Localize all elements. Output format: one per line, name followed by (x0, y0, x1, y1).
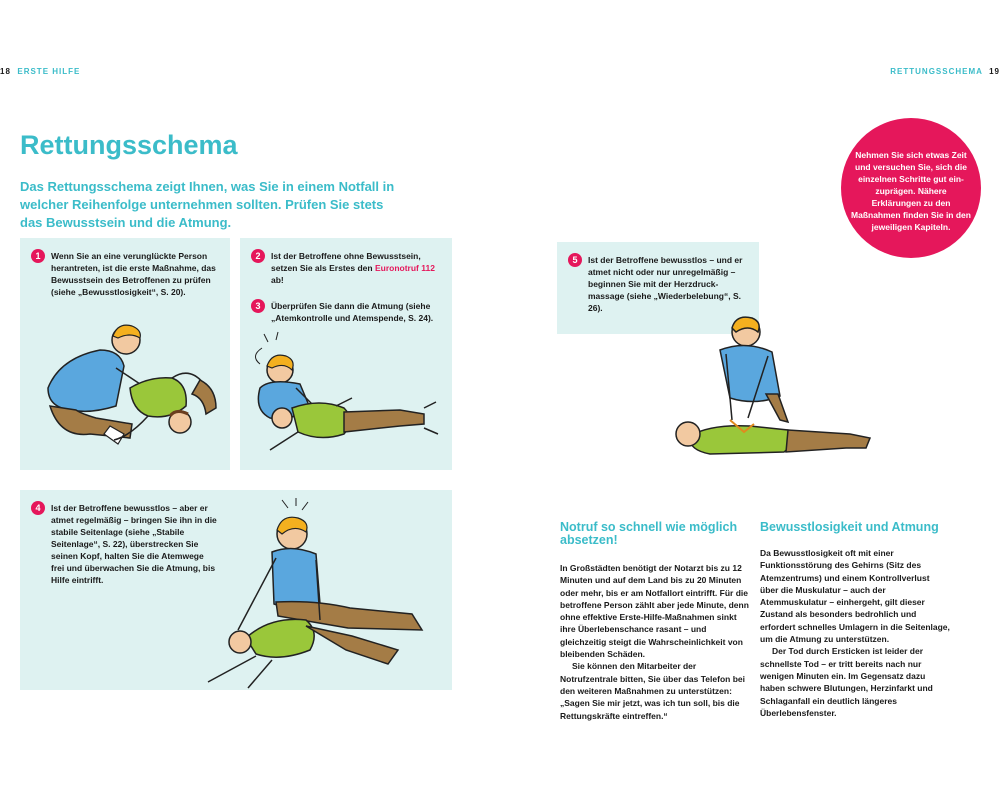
step-2-number: 2 (251, 249, 265, 263)
illustration-breathing-check (240, 238, 452, 470)
step-4-panel (20, 490, 452, 690)
notruf-paragraph-1: In Großstädten benötigt der Notarzt bis zu 12 Minuten und auf dem Land bis zu 20 Minuten oder mehr, bis er am Notfallort eintrifft. Für die betroffene Person zählt aber jede Minute, denn ohne effektive Erste-Hilfe-Maßnahmen sinkt ihre Überlebenschance rasant – und gleichzeitig steigt die Wahrscheinlichkeit von bleibenden Schäden. (560, 563, 749, 660)
step-1-panel (20, 238, 230, 470)
bewusstlos-heading: Bewusstlosigkeit und Atmung (760, 520, 939, 534)
step-2-3-panel (240, 238, 452, 470)
right-page-number: 19 (989, 67, 1000, 76)
left-page-number: 18 (0, 67, 11, 76)
notruf-body (560, 562, 750, 722)
right-running-head (890, 67, 1000, 76)
bewusstlos-paragraph-2: Der Tod durch Ersticken ist leider der schnellste Tod – er tritt bereits nach nur wenigen Minuten ein. Im Gegensatz dazu haben schwere Blutungen, Herzinfarkt und Schlaganfall ein deutlich längeres Überlebensfenster. (760, 646, 933, 718)
notruf-heading: Notruf so schnell wie möglich absetzen! (560, 520, 738, 547)
tip-callout: Nehmen Sie sich etwas Zeit und versuchen Sie, sich die einzelnen Schritte gut ein-zuprägen. Nähere Erklärungen zu den Maßnahmen finden Sie in den jeweiligen Kapiteln. (841, 118, 981, 258)
illustration-check-consciousness (20, 238, 230, 470)
step-2-text-before: Ist der Betroffene ohne Bewusstsein, setzen Sie als Erstes den (271, 251, 421, 273)
lead-paragraph: Das Rettungsschema zeigt Ihnen, was Sie in einem Notfall in welcher Reihenfolge unternehmen sollten. Prüfen Sie stets das Bewusstsein und die Atmung. (20, 179, 395, 230)
illustration-cpr (670, 310, 890, 470)
page-title: Rettungsschema (20, 130, 238, 160)
left-section-title: ERSTE HILFE (17, 67, 81, 76)
emergency-number: Euronotruf 112 (374, 263, 435, 273)
step-3-text: Überprüfen Sie dann die Atmung (siehe „Atemkontrolle und Atemspende, S. 24). (271, 301, 434, 323)
step-4-number: 4 (31, 501, 45, 515)
step-5-text: Ist der Betroffene bewusstlos – und er atmet nicht oder nur unregelmäßig – beginnen Sie mit der Herzdruck-massage (siehe „Wiederbelebung“, S. 26). (588, 255, 743, 313)
step-3-number: 3 (251, 299, 265, 313)
left-running-head (0, 67, 80, 76)
bewusstlos-paragraph-1: Da Bewusstlosigkeit oft mit einer Funktionsstörung des Gehirns (Sitz des Atemzentrums) und einem Kontrollverlust über die Muskulatur – auch der Atemmuskulatur – einhergeht, gilt dieser Zustand als besonders bedrohlich und erfordert schnelles Umlagern in die Seitenlage, um die Atmung zu unterstützen. (760, 548, 950, 645)
step-4-text: Ist der Betroffene bewusstlos – aber er atmet regelmäßig – bringen Sie ihn in die stabile Seitenlage (siehe „Stabile Seitenlage“, S. 22), überstrecken Sie seinen Kopf, halten Sie die Atemwege frei und überwachen Sie die Atmung, bis Hilfe eintrifft. (51, 503, 217, 585)
illustration-recovery-position (20, 490, 452, 690)
right-section-title: RETTUNGSSCHEMA (890, 67, 983, 76)
step-1-number: 1 (31, 249, 45, 263)
notruf-paragraph-2: Sie können den Mitarbeiter der Notrufzentrale bitten, Sie über das Telefon bei den weiteren Maßnahmen zu unterstützen: „Sagen Sie mir jetzt, was ich tun soll, bis die Rettungskräfte eintreffen.“ (560, 661, 745, 721)
step-2-text-after: ab! (271, 275, 284, 285)
step-5-number: 5 (568, 253, 582, 267)
step-1-text: Wenn Sie an eine verunglückte Person herantreten, ist die erste Maßnahme, das Bewusstsein des Betroffenen zu prüfen (siehe „Bewusstlosigkeit“, S. 20). (51, 251, 216, 297)
bewusstlos-body (760, 547, 950, 719)
